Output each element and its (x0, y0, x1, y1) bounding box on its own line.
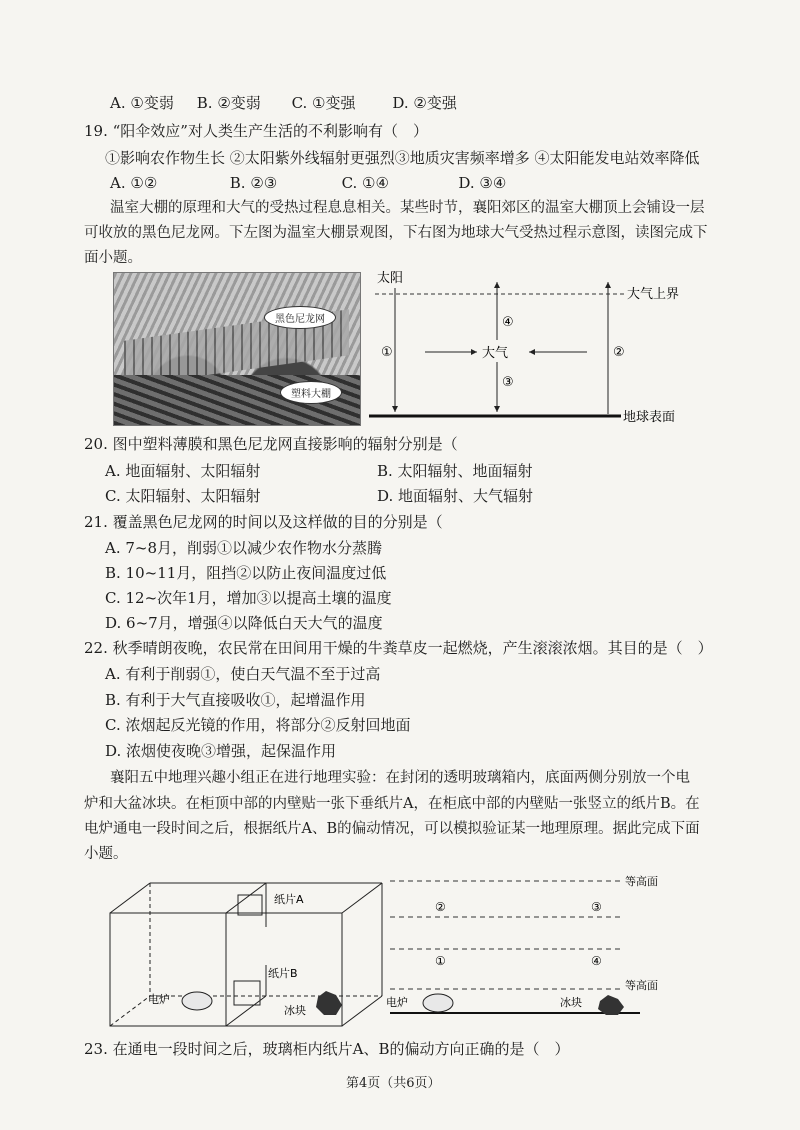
isobar-top-label: 等高面 (625, 875, 658, 888)
sun-label: 太阳 (377, 271, 404, 286)
atmosphere-label: 大气 (482, 346, 509, 361)
stove-label-box: 电炉 (148, 993, 170, 1006)
q20-option-a: A. 地面辐射、太阳辐射 (105, 462, 261, 480)
passage2-line4: 小题。 (84, 846, 128, 862)
marker-1: ① (381, 345, 393, 360)
top-boundary-label: 大气上界 (627, 287, 680, 302)
passage2-line3: 电炉通电一段时间之后，根据纸片A、B的偏动情况，可以模拟验证某一地理原理。据此完成下面 (84, 821, 700, 837)
q21-option-a: A. 7~8月，削弱①以减少农作物水分蒸腾 (105, 539, 383, 557)
q19-items: ①影响农作物生长 ②太阳紫外线辐射更强烈③地质灾害频率增多 ④太阳能发电站效率降低 (105, 149, 700, 167)
q20-option-d: D. 地面辐射、大气辐射 (377, 487, 534, 505)
stove-in-box (182, 992, 212, 1010)
label-black-net: 黑色尼龙网 (264, 306, 336, 329)
atmosphere-heating-diagram (365, 268, 705, 428)
q18-option-a: A. ①变弱 (110, 94, 174, 112)
paper-a (238, 895, 262, 915)
q20-stem: 20. 图中塑料薄膜和黑色尼龙网直接影响的辐射分别是（ (84, 435, 458, 453)
paper-a-label: 纸片A (274, 893, 304, 906)
q19-option-b: B. ②③ (229, 174, 278, 192)
q21-option-b: B. 10~11月，阻挡②以防止夜间温度过低 (105, 564, 387, 582)
greenhouse-photo (113, 272, 361, 426)
q21-option-d: D. 6~7月，增强④以降低白天大气的温度 (105, 614, 383, 632)
q23-stem: 23. 在通电一段时间之后，玻璃柜内纸片A、B的偏动方向正确的是（ ） (84, 1040, 570, 1058)
fig2-marker-2: ② (435, 900, 446, 914)
glass-box-experiment-diagram (100, 865, 720, 1035)
q21-option-c: C. 12~次年1月，增加③以提高土壤的温度 (105, 589, 392, 607)
q19-stem: 19. “阳伞效应”对人类生产生活的不利影响有（ ） (84, 122, 428, 140)
passage1-line2: 可收放的黑色尼龙网。下左图为温室大棚景观图，下右图为地球大气受热过程示意图，读图完成下 (84, 225, 708, 241)
q21-stem: 21. 覆盖黑色尼龙网的时间以及这样做的目的分别是（ (84, 513, 443, 531)
q19-option-a: A. ①② (110, 174, 158, 192)
q20-option-c: C. 太阳辐射、太阳辐射 (105, 487, 261, 505)
q22-stem: 22. 秋季晴朗夜晚，农民常在田间用干燥的牛粪草皮一起燃烧，产生滚滚浓烟。其目的是（ ） (84, 639, 713, 657)
q22-option-c: C. 浓烟起反光镜的作用，将部分②反射回地面 (105, 716, 411, 734)
passage1-line1: 温室大棚的原理和大气的受热过程息息相关。某些时节，襄阳郊区的温室大棚顶上会铺设一层 (110, 200, 705, 216)
ice-label-box: 冰块 (284, 1004, 306, 1017)
paper-b (234, 981, 260, 1005)
fig2-marker-1: ① (435, 954, 446, 968)
marker-2: ② (613, 345, 625, 360)
ice-label-right: 冰块 (560, 996, 582, 1009)
stove-label-right: 电炉 (386, 996, 408, 1009)
q22-option-d: D. 浓烟使夜晚③增强，起保温作用 (105, 742, 337, 760)
q22-option-b: B. 有利于大气直接吸收①，起增温作用 (105, 691, 366, 709)
page-footer: 第4页（共6页） (346, 1076, 441, 1091)
q19-options (110, 174, 506, 192)
surface-label: 地球表面 (623, 410, 676, 425)
isobar-bottom-label: 等高面 (625, 979, 658, 992)
q18-option-b: B. ②变弱 (196, 94, 261, 112)
q18-options (110, 92, 457, 113)
passage2-line1: 襄阳五中地理兴趣小组正在进行地理实验：在封闭的透明玻璃箱内，底面两侧分别放一个电 (110, 770, 690, 786)
marker-4: ④ (502, 315, 514, 330)
q19-option-d: D. ③④ (458, 174, 507, 192)
fig2-marker-3: ③ (591, 900, 602, 914)
q18-option-c: C. ①变强 (291, 94, 356, 112)
label-plastic-greenhouse: 塑料大棚 (280, 381, 342, 404)
q18-option-d: D. ②变强 (392, 94, 457, 112)
fig2-marker-4: ④ (591, 954, 602, 968)
marker-3: ③ (502, 375, 514, 390)
passage1-line3: 面小题。 (84, 250, 142, 266)
q19-option-c: C. ①④ (341, 174, 389, 192)
passage2-line2: 炉和大盆冰块。在柜顶中部的内壁贴一张下垂纸片A，在柜底中部的内壁贴一张竖立的纸片B。在 (84, 796, 700, 812)
q22-option-a: A. 有利于削弱①，使白天气温不至于过高 (105, 665, 381, 683)
q20-option-b: B. 太阳辐射、地面辐射 (377, 462, 533, 480)
paper-b-label: 纸片B (268, 967, 298, 980)
ice-in-box (316, 991, 342, 1015)
stove-right (423, 994, 453, 1012)
